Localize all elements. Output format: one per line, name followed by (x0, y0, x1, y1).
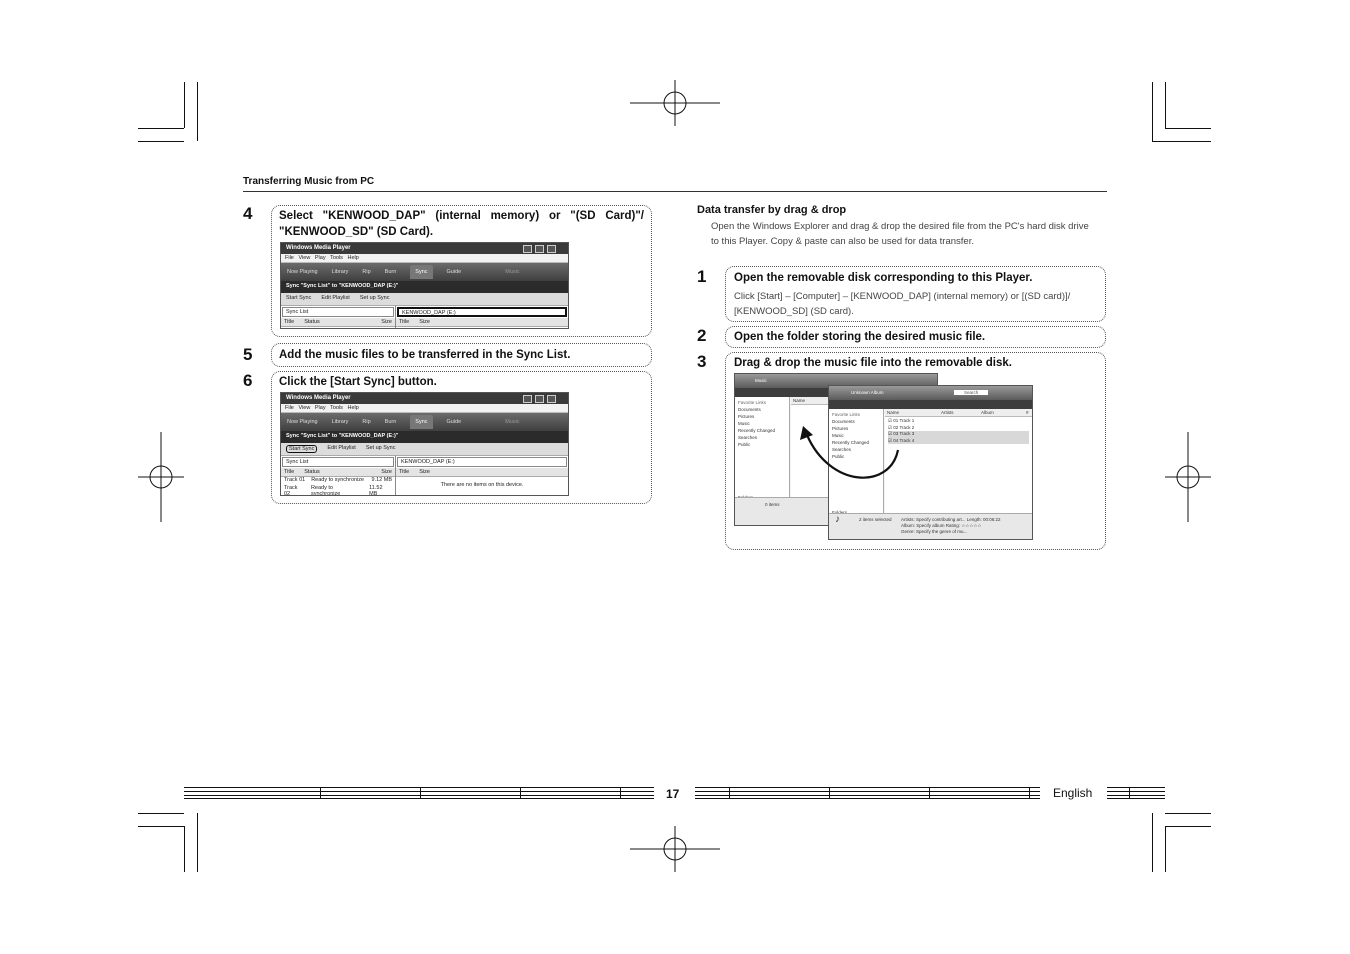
right-column-headers (396, 468, 568, 477)
item-count: 0 items (765, 502, 780, 507)
explorer-path: Music (755, 378, 767, 383)
wmp-toolbar (281, 443, 568, 456)
tab-now-playing: Now Playing (287, 269, 318, 275)
file-name: 03 Track 3 (893, 431, 915, 436)
tab-burn: Burn (384, 269, 397, 275)
tab-library: Library (331, 269, 349, 275)
footer-tick (1029, 787, 1030, 799)
step-1-subtext: Click [Start] – [Computer] – [KENWOOD_DAP] (internal memory) or [(SD card)]/ [KENWOOD_SD] (SD card). (734, 291, 1071, 317)
tab-guide: Guide (446, 269, 462, 275)
intro-text: Open the Windows Explorer and drag & drop the desired file from the PC's hard disk drive to this Player. Copy & paste can also be used for data transfer. (711, 221, 1089, 247)
drag-arrow-icon (790, 420, 910, 495)
col-status: Status (304, 469, 320, 475)
menu-tools: Tools (330, 405, 343, 411)
col-title: Title (399, 469, 410, 475)
favorites-title: Favorite Links (738, 400, 767, 405)
list-item: ☑ 04 Track 4 (888, 438, 1029, 445)
fav-documents: Documents (738, 407, 761, 412)
tab-now-playing: Now Playing (287, 419, 318, 425)
col-album: Album (981, 410, 994, 415)
device-dropdown: KENWOOD_DAP (E:) (397, 307, 567, 317)
col-title: Title (399, 319, 410, 325)
wmp-title: Windows Media Player (286, 245, 351, 251)
fav-searches: Searches (738, 435, 758, 440)
row-status: Ready to synchronize (311, 477, 365, 483)
tab-guide: Guide (446, 419, 462, 425)
col-size: Size (419, 319, 430, 325)
list-item: ☑ 03 Track 3 (888, 431, 1029, 438)
sync-list-dropdown: Sync List (282, 457, 394, 467)
wmp-title-bar (281, 243, 568, 254)
fav-public: Public (832, 454, 845, 459)
footer-rule-right (1107, 787, 1165, 799)
step-5-text: Add the music files to be transferred in the Sync List. (279, 349, 571, 361)
explorer-path: Unknown Album (851, 390, 884, 395)
step-2-text: Open the folder storing the desired music file. (734, 331, 986, 343)
wmp-tabs (281, 263, 568, 281)
list-item: ☑ 01 Track 1 (888, 418, 915, 423)
fav-recently-changed: Recently Changed (738, 428, 776, 433)
footer-tick (1129, 787, 1130, 799)
start-sync-button: Start Sync (286, 445, 317, 453)
sync-bar: Sync "Sync List" to "KENWOOD_DAP (E:)" (281, 281, 568, 293)
col-size: Size (419, 469, 430, 475)
explorer-address-bar (829, 386, 1032, 400)
tab-rip: Rip (362, 269, 371, 275)
tab-sync: Sync (410, 415, 432, 429)
table-row (281, 485, 395, 496)
wmp-screenshot-2 (280, 392, 569, 496)
menu-help: Help (347, 255, 359, 261)
right-column-headers (396, 318, 568, 327)
explorer-toolbar (829, 400, 1032, 409)
fav-recently-changed: Recently Changed (832, 440, 870, 445)
col-artists: Artists (941, 410, 954, 415)
fav-documents: Documents (832, 419, 855, 424)
empty-device-message: There are no items on this device. (440, 482, 524, 488)
selection-count: 2 items selected (859, 517, 892, 522)
step-3-text: Drag & drop the music file into the removable disk. (734, 357, 1012, 369)
col-status: Status (304, 319, 320, 325)
col-name: Name (791, 397, 937, 405)
step-4-number: 4 (243, 204, 253, 223)
step-2-number: 2 (697, 326, 707, 345)
row-size: 9.12 MB (371, 477, 392, 483)
sync-list-dropdown: Sync List (282, 307, 394, 317)
file-name: 02 Track 2 (893, 424, 915, 430)
menu-help: Help (347, 405, 359, 411)
table-row (281, 477, 395, 485)
step-5-number: 5 (243, 345, 253, 364)
step-6-number: 6 (243, 371, 253, 390)
footer-tick (420, 787, 421, 799)
left-column-headers (281, 318, 395, 327)
fav-pictures: Pictures (738, 414, 755, 419)
footer-tick (729, 787, 730, 799)
footer-rule-left (184, 787, 654, 799)
menu-play: Play (314, 255, 326, 261)
footer-tick (320, 787, 321, 799)
section-title: Transferring Music from PC (243, 176, 375, 187)
footer-rule-middle (695, 787, 1040, 799)
col-name: Name (887, 410, 900, 415)
fav-music: Music (738, 421, 750, 426)
detail-album: Album: Specify album Rating: ☆☆☆☆☆ (901, 523, 982, 528)
menu-file: File (285, 405, 294, 411)
row-status: Ready to synchronize (310, 485, 341, 496)
list-item: ☑ 02 Track 2 (888, 424, 915, 430)
menu-play: Play (314, 405, 326, 411)
wmp-tabs (281, 413, 568, 431)
wmp-screenshot-1 (280, 242, 569, 329)
explorer-details-pane (829, 513, 1032, 539)
wmp-menu-bar (281, 404, 568, 413)
file-name: 04 Track 4 (893, 437, 915, 443)
maximize-icon (535, 395, 544, 403)
fav-pictures: Pictures (832, 426, 849, 431)
col-size: Size (381, 469, 392, 475)
close-icon (547, 395, 556, 403)
menu-view: View (298, 405, 311, 411)
col-title: Title (284, 469, 295, 475)
language-label: English (1053, 786, 1093, 800)
step-4-text: Select "KENWOOD_DAP" (internal memory) or "(SD Card)"/ "KENWOOD_SD" (SD Card). (279, 210, 644, 238)
step-1-text: Open the removable disk corresponding to this Player. (734, 272, 1033, 284)
sync-bar: Sync "Sync List" to "KENWOOD_DAP (E:)" (281, 431, 568, 443)
edit-playlist-button: Edit Playlist (327, 445, 356, 451)
footer-tick (520, 787, 521, 799)
minimize-icon (523, 395, 532, 403)
tab-music: Music (505, 419, 520, 425)
tab-music: Music (505, 269, 520, 275)
menu-view: View (298, 255, 311, 261)
row-title: Track 01 (284, 477, 306, 483)
wmp-title: Windows Media Player (286, 395, 351, 401)
step-6-text: Click the [Start Sync] button. (279, 376, 437, 388)
maximize-icon (535, 245, 544, 253)
set-up-sync-button: Set up Sync (365, 445, 396, 451)
step-1-number: 1 (697, 267, 707, 286)
footer-tick (620, 787, 621, 799)
wmp-title-bar (281, 393, 568, 404)
file-name: 01 Track 1 (893, 418, 915, 423)
col-number: # (1026, 410, 1029, 415)
fav-public: Public (738, 442, 751, 447)
edit-playlist-button: Edit Playlist (321, 295, 350, 301)
close-icon (547, 245, 556, 253)
detail-artists: Artists: Specify contributing art... Length: 00:06:22 (901, 517, 1001, 522)
page-number: 17 (666, 787, 680, 801)
wmp-toolbar (281, 293, 568, 306)
footer-tick (929, 787, 930, 799)
search-input: Search (954, 390, 988, 395)
set-up-sync-button: Set up Sync (359, 295, 390, 301)
wmp-menu-bar (281, 254, 568, 263)
col-title: Title (284, 319, 295, 325)
music-note-icon: ♪ (835, 514, 840, 525)
tab-rip: Rip (362, 419, 371, 425)
column-headers (885, 409, 1032, 417)
fav-music: Music (832, 433, 844, 438)
step-3-number: 3 (697, 352, 707, 371)
row-size: 11.52 MB (369, 485, 383, 496)
details-text (901, 517, 1001, 535)
tab-sync: Sync (410, 265, 432, 279)
footer-tick (829, 787, 830, 799)
menu-file: File (285, 255, 294, 261)
subheading: Data transfer by drag & drop (697, 204, 847, 216)
start-sync-button: Start Sync (286, 295, 312, 301)
favorites-title: Favorite Links (832, 412, 861, 417)
detail-genre: Genre: Specify the genre of mu... (901, 529, 968, 534)
tab-burn: Burn (384, 419, 397, 425)
header-rule (243, 191, 1107, 192)
minimize-icon (523, 245, 532, 253)
col-size: Size (381, 319, 392, 325)
fav-searches: Searches (832, 447, 852, 452)
left-column-headers (281, 468, 395, 477)
menu-tools: Tools (330, 255, 343, 261)
device-dropdown: KENWOOD_DAP (E:) (397, 457, 567, 467)
tab-library: Library (331, 419, 349, 425)
row-title: Track 02 (284, 485, 298, 496)
